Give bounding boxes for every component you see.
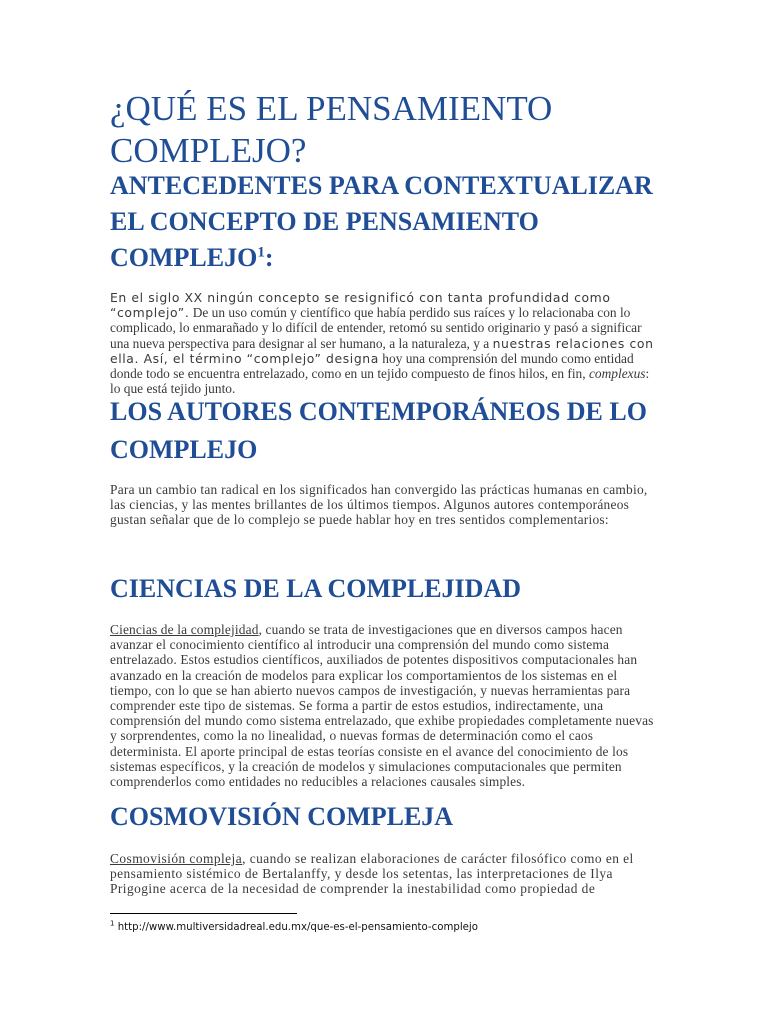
paragraph-ciencias <box>110 622 662 789</box>
footnote-reference[interactable]: 1 <box>257 244 265 261</box>
heading-autores: LOS AUTORES CONTEMPORÁNEOS DE LO COMPLEJO <box>110 397 647 464</box>
paragraph-antecedentes <box>110 290 662 396</box>
footnote-divider <box>110 913 297 914</box>
link-cosmovision-compleja[interactable]: Cosmovisión compleja <box>110 851 243 866</box>
paragraph-antecedentes-spaced: nuestras relaciones con ella. Así, el término “complejo” designa <box>110 335 654 366</box>
heading-ciencias: CIENCIAS DE LA COMPLEJIDAD <box>110 574 521 603</box>
footnote <box>110 921 478 935</box>
link-ciencias-complejidad[interactable]: Ciencias de la complejidad <box>110 622 259 637</box>
paragraph-autores: Para un cambio tan radical en los significados han convergido las prácticas humanas en cambio, las ciencias, y las mentes brillantes de los últimos tiempos. Algunos autores contemporáneos gustan señalar que de lo complejo se puede hablar hoy en tres sentidos complementarios: <box>110 482 648 528</box>
paragraph-antecedentes-mid2: hoy una comprensión del mundo como entidad donde todo se encuentra entrelazado, como en un tejido compuesto de finos hilos, en fin, <box>110 350 634 382</box>
paragraph-cosmovision <box>110 851 662 897</box>
footnote-url[interactable]: http://www.multiversidadreal.edu.mx/que-es-el-pensamiento-complejo <box>114 922 478 933</box>
heading-antecedentes-suffix: : <box>264 243 274 272</box>
paragraph-cosmovision-text: , cuando se realizan elaboraciones de carácter filosófico como en el pensamiento sistémico de Bertalanffy, y desde los setentas, las interpretaciones de Ilya Prigogine acerca de la necesidad de comprender la inestabilidad como propiedad de <box>110 851 634 897</box>
heading-cosmovision: COSMOVISIÓN COMPLEJA <box>110 802 454 831</box>
paragraph-antecedentes-italic: complexus <box>588 366 646 382</box>
paragraph-antecedentes-mid1: De un uso común y científico que había perdido sus raíces y lo relacionaba con lo complicado, lo enmarañado y lo difícil de entender, retomó su sentido originario y pasó a significar una nueva perspectiva para designar al ser humano, a la naturaleza, y a <box>110 305 642 351</box>
paragraph-antecedentes-line1: En el siglo XX ningún concepto se resignificó con tanta profundidad como “complejo”. <box>110 290 611 321</box>
heading-antecedentes-text: ANTECEDENTES PARA CONTEXTUALIZAR EL CONCEPTO DE PENSAMIENTO COMPLEJO <box>110 171 653 272</box>
heading-antecedentes <box>110 168 670 276</box>
paragraph-ciencias-text: , cuando se trata de investigaciones que en diversos campos hacen avanzar el conocimiento científico al introducir una comprensión del mundo como sistema entrelazado. Estos estudios científicos, auxiliados de potentes dispositivos computacionales han avanzado en la creación de modelos para explicar los comportamientos de los sistemas en el tiempo, con lo que se han abierto nuevos campos de investigación, y nuevas herramientas para comprender este tipo de sistemas. Se forma a partir de estos estudios, indirectamente, una comprensión del mundo como sistema entrelazado, que exhibe propiedades completamente nuevas y sorprendentes, como la no linealidad, o nuevas formas de determinación como el caos determinista. El aporte principal de estas teorías consiste en el avance del conocimiento de los sistemas específicos, y la creación de modelos y simulaciones computacionales que permiten comprenderlos como entidades no reducibles a relaciones causales simples. <box>110 622 654 790</box>
footnote-number: 1 <box>110 919 115 928</box>
page-title: ¿QUÉ ES EL PENSAMIENTO COMPLEJO? <box>110 89 553 170</box>
paragraph-antecedentes-end: : lo que está tejido junto. <box>110 366 650 397</box>
